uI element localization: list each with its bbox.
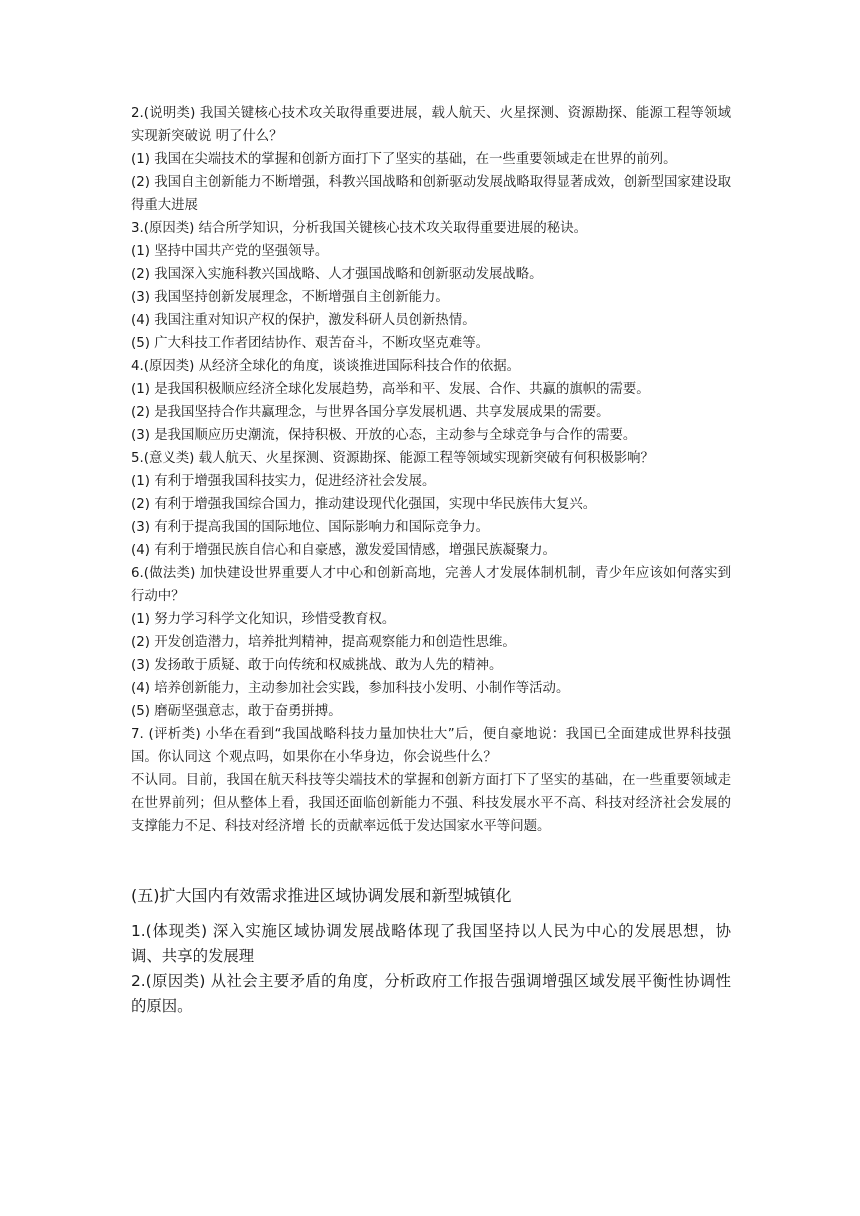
question-5: 5.(意义类) 载人航天、火星探测、资源勘探、能源工程等领域实现新突破有何积极影响？ — [131, 451, 654, 466]
question-7: 7. (评析类) 小华在看到“我国战略科技力量加快壮大”后，便自豪地说：我国已全面建成世界科技强国。你认同这 个观点吗，如果你在小华身边，你会说些什么？ — [131, 727, 731, 765]
section-5-question-1: 1.(体现类) 深入实施区域协调发展战略体现了我国坚持以人民为中心的发展思想，协调、共享的发展理 — [131, 922, 731, 965]
answer-3-1: (1) 坚持中国共产党的坚强领导。 — [131, 244, 329, 259]
question-2: 2.(说明类) 我国关键核心技术攻关取得重要进展，载人航天、火星探测、资源勘探、能源工程等领域实现新突破说 明了什么？ — [131, 106, 731, 144]
answer-6-1: (1) 努力学习科学文化知识，珍惜受教育权。 — [131, 612, 396, 627]
answer-2-2: (2) 我国自主创新能力不断增强，科教兴国战略和创新驱动发展战略取得显著成效，创新型国家建设取得重大进展 — [131, 175, 731, 213]
answer-4-2: (2) 是我国坚持合作共赢理念，与世界各国分享发展机遇、共享发展成果的需要。 — [131, 405, 610, 420]
section-5-question-2: 2.(原因类) 从社会主要矛盾的角度，分析政府工作报告强调增强区域发展平衡性协调性的原因。 — [131, 972, 731, 1015]
section-gap — [131, 838, 731, 883]
answer-6-2: (2) 开发创造潜力，培养批判精神，提高观察能力和创造性思维。 — [131, 635, 516, 650]
answer-3-3: (3) 我国坚持创新发展理念，不断增强自主创新能力。 — [131, 290, 449, 305]
section-4-block — [131, 102, 731, 838]
answer-5-1: (1) 有利于增强我国科技实力，促进经济社会发展。 — [131, 474, 436, 489]
answer-5-4: (4) 有利于增强民族自信心和自豪感，激发爱国情感，增强民族凝聚力。 — [131, 543, 556, 558]
answer-6-3: (3) 发扬敢于质疑、敢于向传统和权威挑战、敢为人先的精神。 — [131, 658, 503, 673]
answer-3-5: (5) 广大科技工作者团结协作、艰苦奋斗，不断攻坚克难等。 — [131, 336, 489, 351]
document-page — [131, 102, 731, 1019]
answer-6-4: (4) 培养创新能力，主动参加社会实践，参加科技小发明、小制作等活动。 — [131, 681, 570, 696]
answer-5-3: (3) 有利于提高我国的国际地位、国际影响力和国际竞争力。 — [131, 520, 489, 535]
answer-6-5: (5) 磨砺坚强意志，敢于奋勇拼搏。 — [131, 704, 342, 719]
answer-3-4: (4) 我国注重对知识产权的保护，激发科研人员创新热情。 — [131, 313, 476, 328]
section-5-block — [131, 883, 731, 1019]
question-4: 4.(原因类) 从经济全球化的角度，谈谈推进国际科技合作的依据。 — [131, 359, 521, 374]
answer-4-1: (1) 是我国积极顺应经济全球化发展趋势，高举和平、发展、合作、共赢的旗帜的需要。 — [131, 382, 650, 397]
section-5-title: (五)扩大国内有效需求推进区域协调发展和新型城镇化 — [131, 886, 512, 905]
answer-7: 不认同。目前，我国在航天科技等尖端技术的掌握和创新方面打下了坚实的基础，在一些重要领域走在世界前列；但从整体上看，我国还面临创新能力不强、科技发展水平不高、科技对经济社会发展的支撑能力不足、科技对经济增 长的贡献率远低于发达国家水平等问题。 — [131, 773, 731, 834]
answer-5-2: (2) 有利于增强我国综合国力，推动建设现代化强国，实现中华民族伟大复兴。 — [131, 497, 597, 512]
question-6: 6.(做法类) 加快建设世界重要人才中心和创新高地，完善人才发展体制机制，青少年应该如何落实到行动中？ — [131, 566, 731, 604]
question-3: 3.(原因类) 结合所学知识，分析我国关键核心技术攻关取得重要进展的秘诀。 — [131, 221, 587, 236]
answer-2-1: (1) 我国在尖端技术的掌握和创新方面打下了坚实的基础，在一些重要领域走在世界的前列。 — [131, 152, 677, 167]
answer-4-3: (3) 是我国顺应历史潮流，保持积极、开放的心态，主动参与全球竞争与合作的需要。 — [131, 428, 637, 443]
answer-3-2: (2) 我国深入实施科教兴国战略、人才强国战略和创新驱动发展战略。 — [131, 267, 543, 282]
